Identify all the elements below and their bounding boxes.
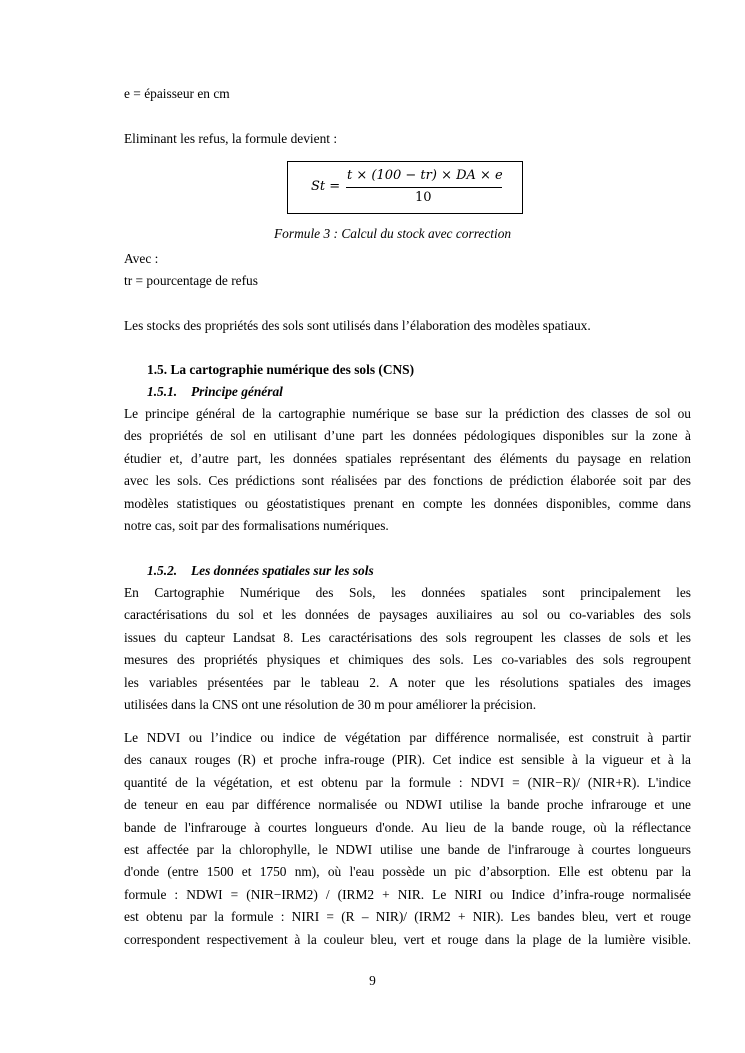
definition-e: e = épaisseur en cm xyxy=(124,86,230,101)
section-15-number: 1.5. xyxy=(147,362,168,377)
text-line: de teneur en eau par différence normalisée ou NDWI utilise la bande proche infrarouge et une xyxy=(124,797,691,813)
formula-denominator: 10 xyxy=(415,190,432,205)
tr-definition: tr = pourcentage de refus xyxy=(124,273,258,288)
formula-lhs: St = xyxy=(311,179,341,194)
text-line: bande de l'infrarouge à courtes longueurs d'onde. Au lieu de la bande rouge, où la réflectance xyxy=(124,819,691,835)
text-line: est affectée par la chlorophylle, le NDWI utilise une bande de l'infrarouge à courtes longueurs xyxy=(124,842,691,857)
text-line: avec les sols. Ces prédictions sont réalisées par des fonctions de prédiction élaborée soit par des xyxy=(124,473,691,489)
text-line: modèles statistiques ou géostatistiques prenant en compte les données disponibles, comme dans xyxy=(124,495,691,511)
text-line: étudier et, d’autre part, les données spatiales représentant des éléments du paysage en relation xyxy=(124,450,691,466)
formula-intro: Eliminant les refus, la formule devient : xyxy=(124,131,338,146)
section-15-heading xyxy=(147,362,414,378)
section-151-number: 1.5.1. xyxy=(147,384,178,399)
section-151-title: Principe général xyxy=(191,384,283,399)
text-line: issues du capteur Landsat 8. Les caractérisations des sols regroupent les classes de sols et les xyxy=(124,629,691,645)
text-line: correspondent respectivement à la couleur bleu, vert et rouge dans la plage de la lumière visible. xyxy=(124,931,691,947)
section-15-title: La cartographie numérique des sols (CNS) xyxy=(170,362,415,377)
text-line: des canaux rouges (R) et proche infra-rouge (PIR). Cet indice est sensible à la vigueur et à la xyxy=(124,752,691,768)
stocks-line: Les stocks des propriétés des sols sont utilisés dans l’élaboration des modèles spatiaux. xyxy=(124,318,591,333)
text-line: est obtenu par la formule : NIRI = (R – NIR)/ (IRM2 + NIR). Les bandes bleu, vert et rouge xyxy=(124,909,691,925)
text-line: formule : NDWI = (NIR−IRM2) / (IRM2 + NIR. Le NIRI ou Indice d’infra-rouge normalisée xyxy=(124,886,691,902)
text-line: les variables présentées par le tableau 2. A noter que les résolutions spatiales des images xyxy=(124,674,691,690)
section-152-title: Les données spatiales sur les sols xyxy=(191,563,374,578)
section-152-heading xyxy=(147,563,374,579)
section-151-heading xyxy=(147,384,283,400)
text-line: notre cas, soit par des formalisations numériques. xyxy=(124,518,389,533)
fraction-bar xyxy=(346,187,502,188)
formula-numerator: t × (100 − tr) × DA × e xyxy=(347,168,503,183)
text-line: Le NDVI ou l’indice ou indice de végétation par différence normalisée, est construit à partir xyxy=(124,730,691,745)
avec-label: Avec : xyxy=(124,251,159,266)
text-line: mesures des propriétés physiques et chimiques des sols. Les co-variables des sols regroupent xyxy=(124,652,691,668)
text-line: caractérisations du sol et les données de paysages auxiliaires au sol ou co-variables des sols xyxy=(124,607,691,623)
text-line: utilisées dans la CNS ont une résolution de 30 m pour améliorer la précision. xyxy=(124,697,537,712)
text-line: des propriétés de sol en utilisant d’une part les données pédologiques disponibles sur la zone à xyxy=(124,428,691,444)
section-152-number: 1.5.2. xyxy=(147,563,178,578)
page-number: 9 xyxy=(369,973,376,988)
text-line: En Cartographie Numérique des Sols, les données spatiales sont principalement les xyxy=(124,585,691,600)
text-line: Le principe général de la cartographie numérique se base sur la prédiction des classes de sol ou xyxy=(124,406,691,421)
formula-caption: Formule 3 : Calcul du stock avec correction xyxy=(274,226,512,241)
text-line: d'onde (entre 1500 et 1750 nm), où l'eau possède un pic d’absorption. Elle est obtenu par la xyxy=(124,864,691,880)
text-line: quantité de la végétation, et est obtenu par la formule : NDVI = (NIR−R)/ (NIR+R). L'indice xyxy=(124,774,691,790)
